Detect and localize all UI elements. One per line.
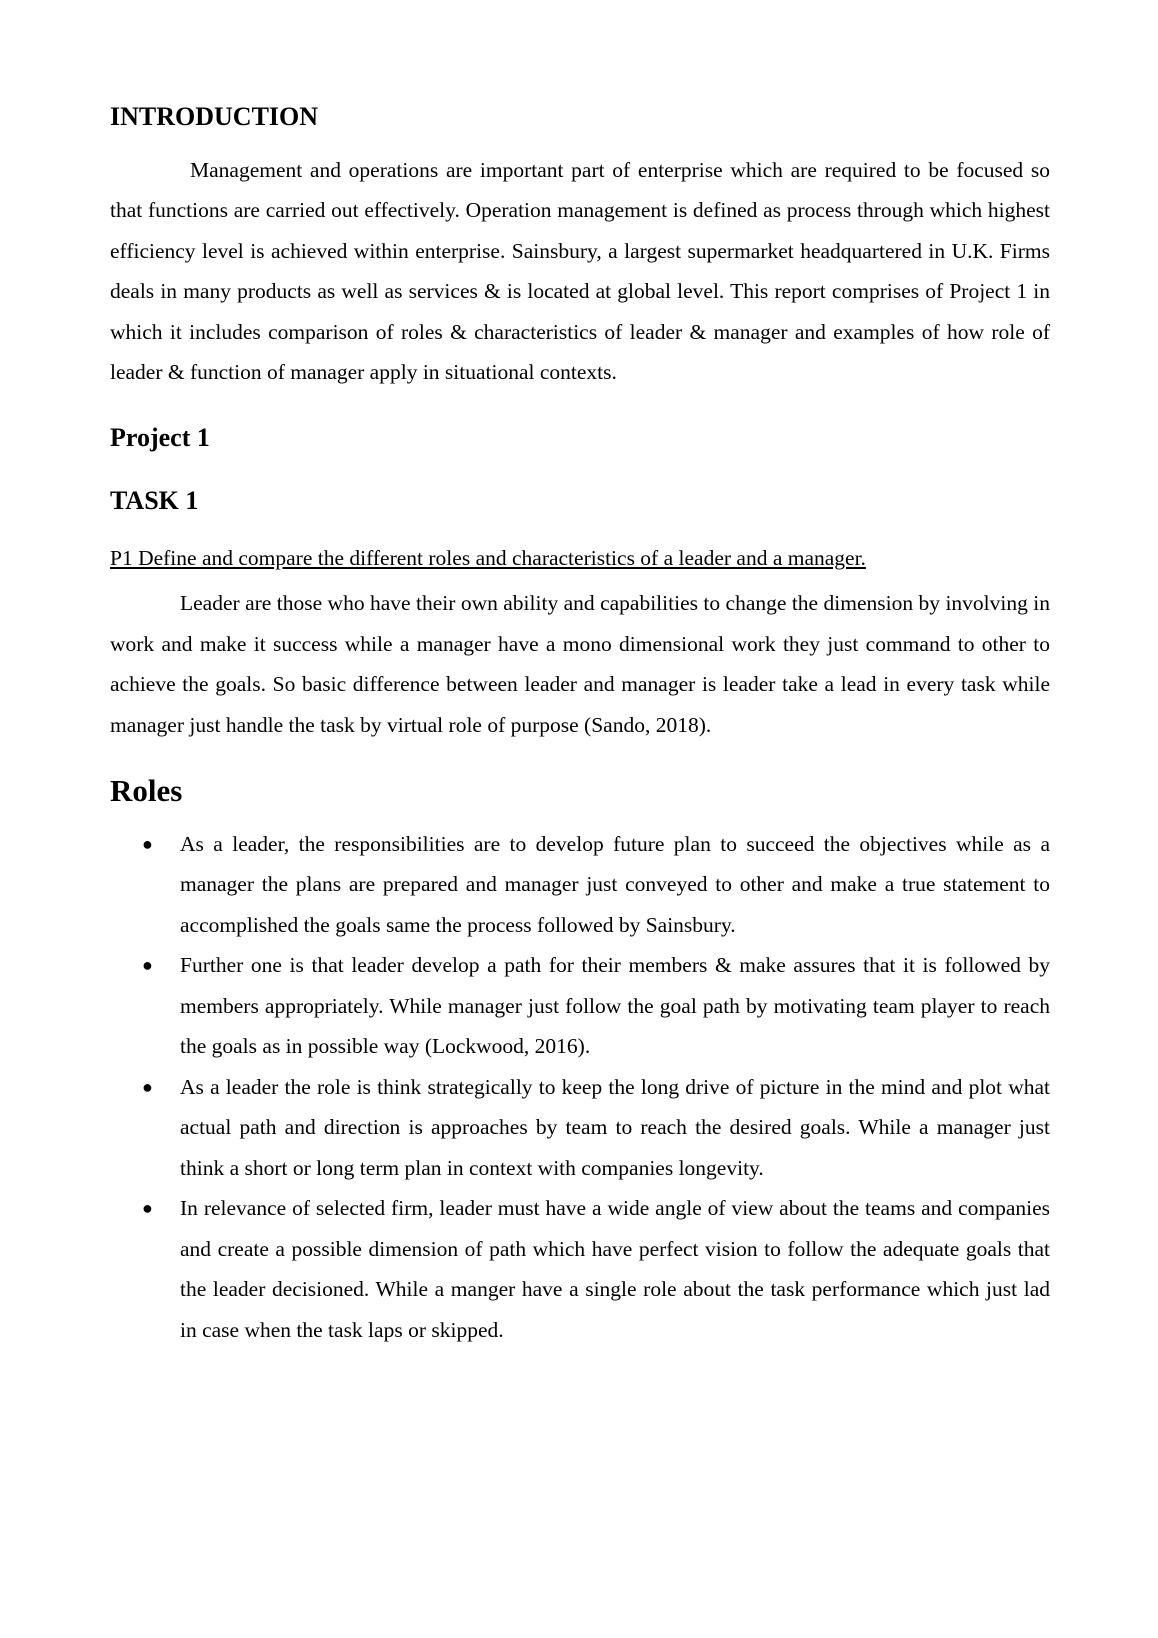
document-page	[110, 100, 1050, 1350]
task-subheading: P1 Define and compare the different roles and characteristics of a leader and a manager.	[110, 546, 866, 571]
list-item-text: As a leader, the responsibilities are to develop future plan to succeed the objectives while as a manager the plans are prepared and manager just conveyed to other and make a true statement to accomplished the goals same the process followed by Sainsbury.	[180, 831, 1050, 937]
list-item	[142, 1067, 1050, 1189]
list-item-text: In relevance of selected firm, leader must have a wide angle of view about the teams and companies and create a possible dimension of path which have perfect vision to follow the adequate goals that the leader decisioned. While a manger have a single role about the task performance which just lad in case when the task laps or skipped.	[180, 1196, 1050, 1342]
roles-list	[110, 824, 1050, 1351]
introduction-heading: INTRODUCTION	[110, 102, 319, 131]
list-item	[142, 1188, 1050, 1350]
project-heading: Project 1	[110, 422, 210, 452]
list-item	[142, 824, 1050, 946]
task-heading: TASK 1	[110, 485, 199, 515]
list-item-text: Further one is that leader develop a path for their members & make assures that it is followed by members appropriately. While manager just follow the goal path by motivating team player to reach the goals as in possible way (Lockwood, 2016).	[180, 953, 1050, 1059]
roles-heading: Roles	[110, 773, 183, 809]
bullet-icon: ●	[142, 1076, 153, 1097]
bullet-icon: ●	[142, 955, 153, 976]
list-item	[142, 945, 1050, 1067]
bullet-icon: ●	[142, 833, 153, 854]
list-item-text: As a leader the role is think strategically to keep the long drive of picture in the mind and plot what actual path and direction is approaches by team to reach the desired goals. While a manager just think a short or long term plan in context with companies longevity.	[180, 1074, 1050, 1180]
task-paragraph: Leader are those who have their own ability and capabilities to change the dimension by involving in work and make it success while a manager have a mono dimensional work they just command to other to achieve the goals. So basic difference between leader and manager is leader take a lead in every task while manager just handle the task by virtual role of purpose (Sando, 2018).	[110, 591, 1050, 737]
introduction-paragraph: Management and operations are important part of enterprise which are required to be focused so that functions are carried out effectively. Operation management is defined as process through which highest efficiency level is achieved within enterprise. Sainsbury, a largest supermarket headquartered in U.K. Firms deals in many products as well as services & is located at global level. This report comprises of Project 1 in which it includes comparison of roles & characteristics of leader & manager and examples of how role of leader & function of manager apply in situational contexts.	[110, 157, 1050, 385]
bullet-icon: ●	[142, 1198, 153, 1219]
